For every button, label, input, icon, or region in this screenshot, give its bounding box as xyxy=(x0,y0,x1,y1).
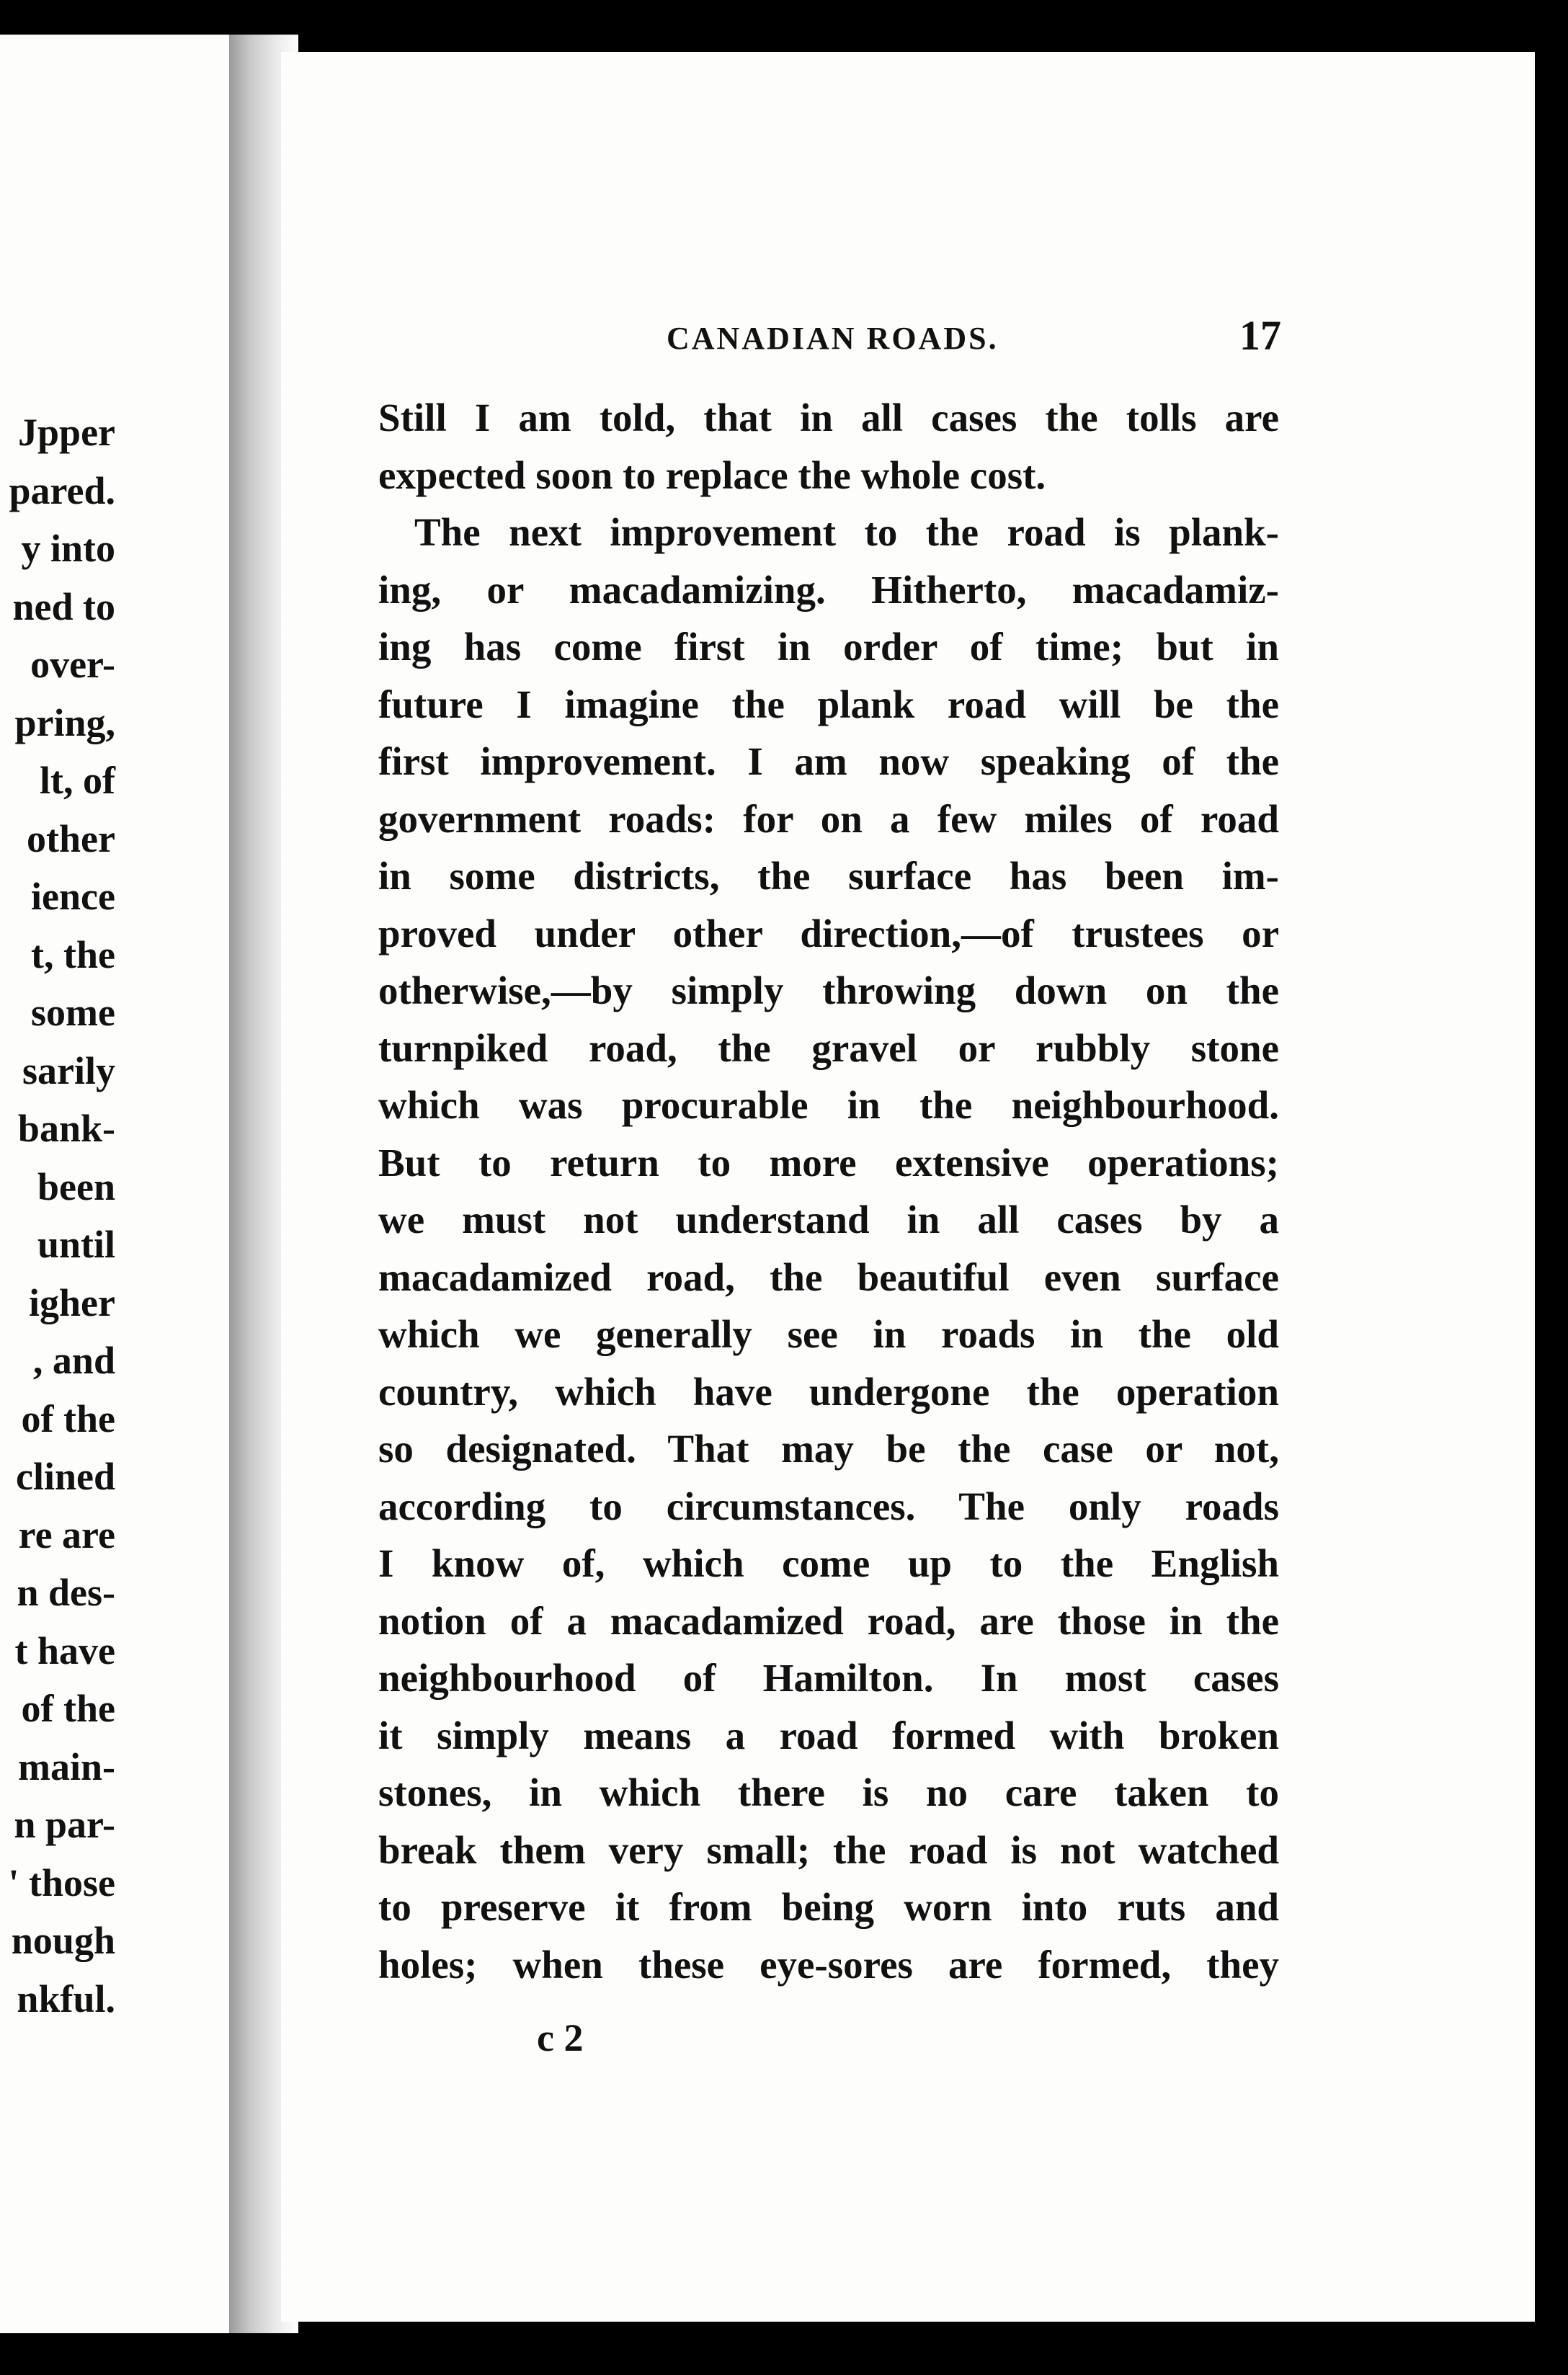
body-line: holes; when these eye-sores are formed, they xyxy=(378,1942,1279,1987)
body-line: first improvement. I am now speaking of the xyxy=(378,739,1279,783)
left-page-line: of the xyxy=(21,1396,115,1440)
left-page-line: some xyxy=(31,991,115,1034)
body-line: notion of a macadamized road, are those in the xyxy=(378,1598,1279,1643)
left-page-line: igher xyxy=(29,1280,115,1324)
left-page-line: , and xyxy=(32,1339,115,1382)
left-page-line: been xyxy=(37,1164,115,1208)
left-page-line: n par- xyxy=(14,1803,115,1846)
body-line: country, which have undergone the operation xyxy=(378,1369,1279,1414)
body-line: which was procurable in the neighbourhood. xyxy=(378,1083,1279,1127)
left-page-line: ned to xyxy=(12,584,115,628)
page-number: 17 xyxy=(1239,312,1281,359)
left-page-line: nough xyxy=(11,1919,115,1962)
body-line: ing, or macadamizing. Hitherto, macadamiz- xyxy=(378,567,1279,612)
body-line: stones, in which there is no care taken to xyxy=(378,1770,1279,1814)
body-line: according to circumstances. The only roads xyxy=(378,1484,1279,1528)
left-page-line: t have xyxy=(14,1628,115,1672)
left-page-line: pared. xyxy=(9,468,115,512)
left-page-line: until xyxy=(37,1223,115,1266)
left-page-line: ' those xyxy=(8,1861,115,1904)
body-line: macadamized road, the beautiful even surface xyxy=(378,1255,1279,1299)
left-page-line: ience xyxy=(31,875,115,918)
body-line: ing has come first in order of time; but in xyxy=(378,625,1279,669)
body-line: The next improvement to the road is plank- xyxy=(414,510,1279,554)
body-line: otherwise,—by simply throwing down on the xyxy=(378,968,1279,1012)
running-head: CANADIAN ROADS. xyxy=(667,321,999,356)
body-line: But to return to more extensive operations; xyxy=(378,1140,1279,1185)
body-line: I know of, which come up to the English xyxy=(378,1541,1279,1585)
left-page-line: clined xyxy=(15,1455,115,1498)
body-line: which we generally see in roads in the old xyxy=(378,1312,1279,1356)
body-line: we must not understand in all cases by a xyxy=(378,1198,1279,1242)
left-page-line: pring, xyxy=(14,700,115,744)
left-page-line: re are xyxy=(18,1512,115,1556)
body-line: proved under other direction,—of trustees or xyxy=(378,911,1279,955)
body-line: neighbourhood of Hamilton. In most cases xyxy=(378,1656,1279,1700)
left-page-line: sarily xyxy=(22,1048,115,1092)
left-page-line: nkful. xyxy=(17,1977,115,2020)
body-line: it simply means a road formed with broken xyxy=(378,1713,1279,1757)
body-line: government roads: for on a few miles of road xyxy=(378,796,1279,841)
body-line: break them very small; the road is not watched xyxy=(378,1827,1279,1872)
left-page-line: Jpper xyxy=(18,411,115,454)
right-page xyxy=(281,52,1535,2322)
left-page-line: bank- xyxy=(17,1107,115,1150)
signature-mark: c 2 xyxy=(537,2016,584,2059)
left-page-line: n des- xyxy=(17,1571,115,1614)
body-line: expected soon to replace the whole cost. xyxy=(378,453,1046,497)
left-page-line: t, the xyxy=(31,932,115,976)
body-line: turnpiked road, the gravel or rubbly stone xyxy=(378,1025,1279,1070)
left-page-line: other xyxy=(27,816,115,860)
left-page-line: main- xyxy=(18,1745,115,1788)
body-line: so designated. That may be the case or not, xyxy=(378,1427,1279,1471)
left-page-line: of the xyxy=(21,1687,115,1730)
left-page-line: over- xyxy=(30,643,115,686)
left-page-line: y into xyxy=(21,527,115,570)
body-line: Still I am told, that in all cases the tolls are xyxy=(378,396,1279,440)
body-line: future I imagine the plank road will be the xyxy=(378,682,1279,726)
left-page-fragment xyxy=(0,35,229,2333)
left-page-line: lt, of xyxy=(40,759,115,802)
body-line: to preserve it from being worn into ruts and xyxy=(378,1885,1279,1929)
body-line: in some districts, the surface has been im- xyxy=(378,854,1279,898)
